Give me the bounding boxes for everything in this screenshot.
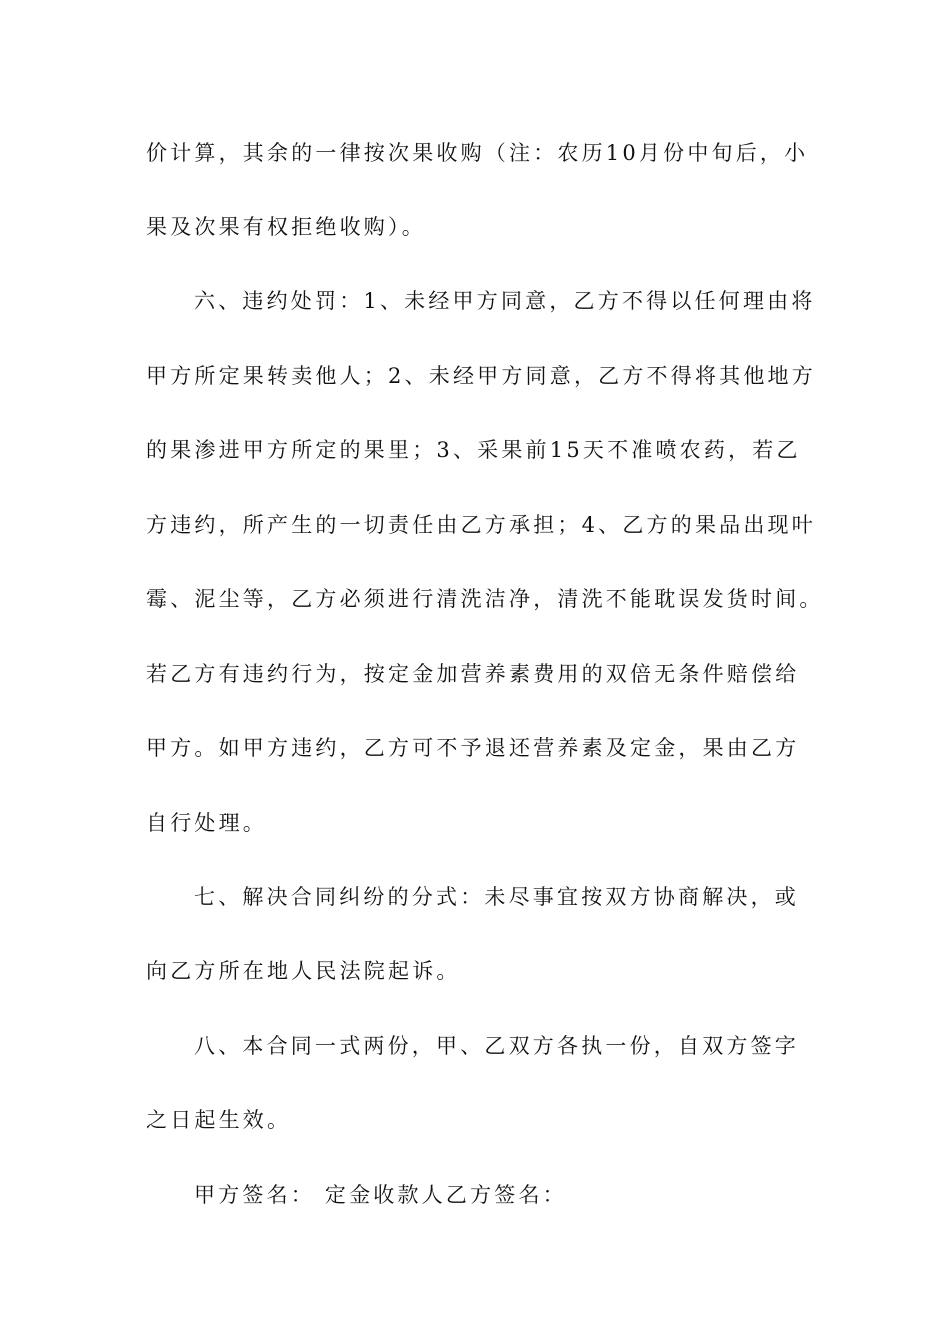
- signature-line: 甲方签名： 定金收款人乙方签名：: [194, 1183, 567, 1207]
- text-line-12: 向乙方所在地人民法院起诉。: [146, 959, 461, 983]
- text-line-4: 甲方所定果转卖他人；2、未经甲方同意，乙方不得将其他地方: [146, 364, 816, 388]
- section-eight-heading-line: 八、本合同一式两份，甲、乙双方各执一份，自双方签字: [194, 1034, 799, 1058]
- text-line-14: 之日起生效。: [146, 1108, 292, 1132]
- text-line-1: 价计算，其余的一律按次果收购（注：农历10月份中旬后，小: [146, 141, 809, 165]
- text-line-7: 霉、泥尘等，乙方必须进行清洗洁净，清洗不能耽误发货时间。: [146, 587, 824, 611]
- section-six-heading-line: 六、违约处罚：1、未经甲方同意，乙方不得以任何理由将: [194, 289, 816, 313]
- text-line-6: 方违约，所产生的一切责任由乙方承担；4、乙方的果品出现叶: [146, 513, 816, 537]
- section-seven-heading-line: 七、解决合同纠纷的分式：未尽事宜按双方协商解决，或: [194, 885, 799, 909]
- text-line-2: 果及次果有权拒绝收购）。: [146, 215, 426, 239]
- text-line-10: 自行处理。: [146, 811, 267, 835]
- text-line-9: 甲方。如甲方违约，乙方可不予退还营养素及定金，果由乙方: [146, 736, 800, 760]
- text-line-5: 的果渗进甲方所定的果里；3、采果前15天不准喷农药，若乙: [146, 438, 801, 462]
- text-line-8: 若乙方有违约行为，按定金加营养素费用的双倍无条件赔偿给: [146, 662, 800, 686]
